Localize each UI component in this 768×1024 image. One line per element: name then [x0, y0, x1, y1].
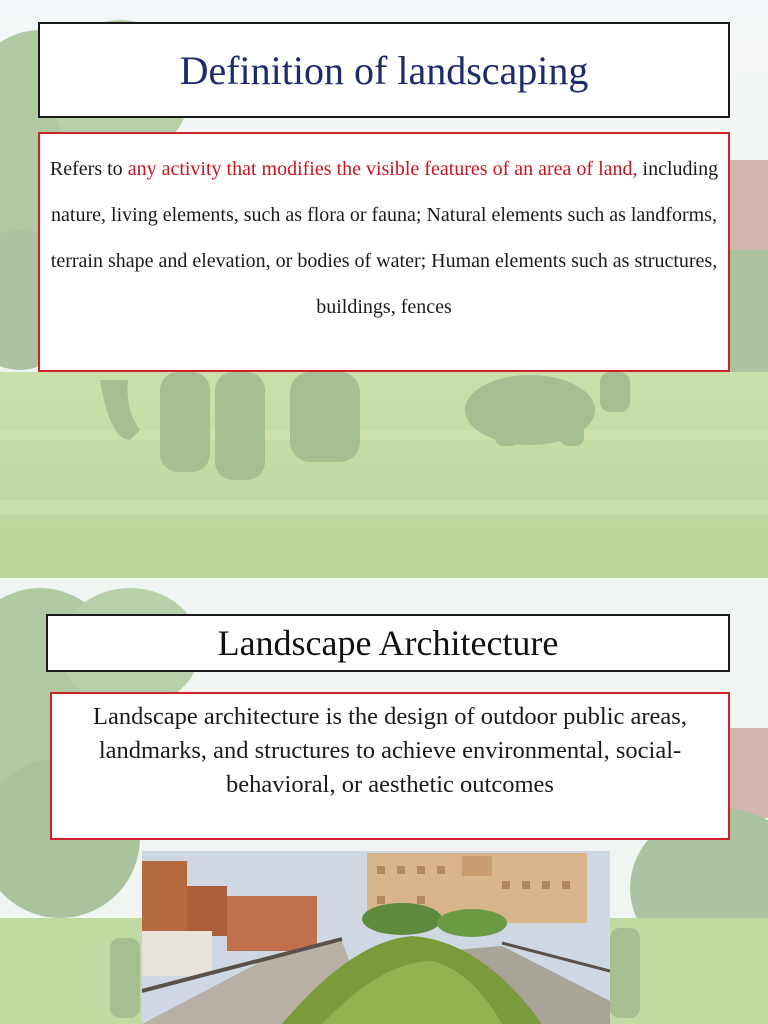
definition-text-box [38, 132, 730, 372]
title-box [38, 22, 730, 118]
page-title: Landscape Architecture [217, 623, 559, 663]
slide-landscape-architecture [0, 578, 768, 1024]
definition-rest: including nature, living elements, such as flora or fauna; Natural elements such as landforms, terrain shape and elevation, or bodies of water; Human elements such as structures, buildings, fences [50, 158, 719, 318]
description-text: Landscape architecture is the design of outdoor public areas, landmarks, and structures to achieve environmental, social-behavioral, or aesthetic outcomes [93, 703, 687, 798]
description-text-box [50, 692, 730, 840]
definition-highlight: any activity that modifies the visible features of an area of land, [127, 158, 638, 180]
high-line-park-photo [142, 851, 610, 1024]
definition-intro: Refers to [49, 158, 128, 180]
title-box [46, 614, 730, 672]
page-title: Definition of landscaping [179, 47, 589, 93]
elevated-park-image [142, 851, 610, 1024]
